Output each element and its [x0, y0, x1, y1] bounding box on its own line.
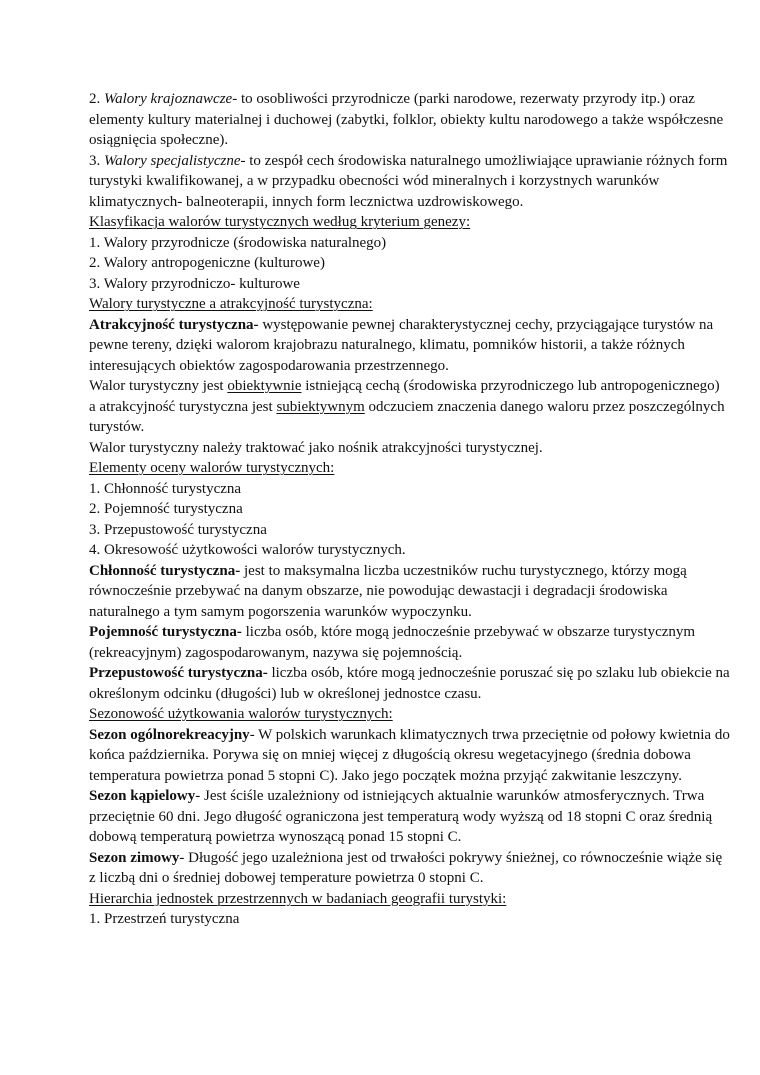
term-pojemnosc: Pojemność turystyczna-	[89, 624, 242, 640]
list-item: 2. Pojemność turystyczna	[89, 501, 243, 517]
term-atrakcyjnosc: Atrakcyjność turystyczna-	[89, 316, 259, 333]
list-item: 1. Walory przyrodnicze (środowiska naturalnego)	[89, 234, 387, 251]
underlined-subiektywnym: subiektywnym	[276, 398, 365, 415]
list-item: 3. Przepustowość turystyczna	[89, 521, 267, 538]
term-walory-specjalistyczne: Walory specjalistyczne	[104, 152, 241, 169]
term-przepustowosc: Przepustowość turystyczna-	[89, 665, 268, 681]
term-sezon-kapielowy: Sezon kąpielowy	[89, 788, 196, 804]
term-walory-krajoznawcze: Walory krajoznawcze	[104, 91, 233, 107]
paragraph-walor-nosnik: Walor turystyczny należy traktować jako nośnik atrakcyjności turystycznej.	[89, 439, 543, 456]
paragraph-walory-specjalistyczne: 3. Walory specjalistyczne- to zespół cech środowiska naturalnego umożliwiające uprawianie różnych form turystyki kwalifikowanej, a w przypadku obecności wód mineralnych i korzystnych warunków klimatycznych- balneoterapii, innych form lecznictwa uzdrowiskowego.	[89, 152, 728, 210]
list-item: 2. Walory antropogeniczne (kulturowe)	[89, 255, 325, 271]
paragraph-chlonnosc: Chłonność turystyczna- jest to maksymalna liczba uczestników ruchu turystycznego, którzy mogą równocześnie przebywać na danym obszarze, nie powodując dewastacji i degradacji środowiska naturalnego a tym samym pogorszenia warunków wypoczynku.	[89, 562, 687, 620]
section-header-hierarchia: Hierarchia jednostek przestrzennych w badaniach geografii turystyki:	[89, 890, 507, 907]
section-header-sezonowosc: Sezonowość użytkowania walorów turystycznych:	[89, 706, 393, 722]
term-sezon-ogolnorekreacyjny: Sezon ogólnorekreacyjny	[89, 726, 250, 743]
term-sezon-zimowy: Sezon zimowy	[89, 849, 180, 866]
underlined-obiektywnie: obiektywnie	[227, 378, 302, 394]
paragraph-walor-obiektywny: Walor turystyczny jest obiektywnie istniejącą cechą (środowiska przyrodniczego lub antropogenicznego) a atrakcyjność turystyczna jest subiektywnym odczuciem znaczenia danego waloru przez poszczególnych turystów.	[89, 378, 725, 435]
paragraph-atrakcyjnosc-definition: Atrakcyjność turystyczna- występowanie pewnej charakterystycznej cechy, przyciągające turystów na pewne tereny, dzięki walorom krajobrazu naturalnego, klimatu, pomników historii, a także różnych interesujących obiektów zagospodarowania przestrzennego.	[89, 316, 714, 374]
section-header-walory-atrakcyjnosc: Walory turystyczne a atrakcyjność turystyczna:	[89, 296, 373, 312]
paragraph-przepustowosc: Przepustowość turystyczna- liczba osób, które mogą jednocześnie poruszać się po szlaku lub obiekcie na określonym odcinku (długości) lub w określonej jednostce czasu.	[89, 665, 730, 702]
list-item: 1. Chłonność turystyczna	[89, 480, 242, 497]
section-header-elementy-oceny: Elementy oceny walorów turystycznych:	[89, 460, 335, 476]
list-item: 1. Przestrzeń turystyczna	[89, 911, 240, 927]
term-chlonnosc: Chłonność turystyczna-	[89, 562, 241, 579]
paragraph-sezon-kapielowy: Sezon kąpielowy- Jest ściśle uzależniony od istniejących aktualnie warunków atmosferycznych. Trwa przeciętnie 60 dni. Jego długość ograniczona jest temperaturą wody wyższą od 18 stopni C oraz średnią dobową temperaturą powietrza wynoszącą ponad 15 stopni C.	[89, 788, 713, 845]
paragraph-sezon-ogolnorekreacyjny: Sezon ogólnorekreacyjny- W polskich warunkach klimatycznych trwa przeciętnie od połowy kwietnia do końca października. Porywa się on mniej więcej z długością okresu wegetacyjnego (średnia dobowa temperatura powietrza ponad 5 stopni C). Jako jego początek można przyjąć zakwitanie leszczyny.	[89, 726, 730, 784]
paragraph-walory-krajoznawcze: 2. Walory krajoznawcze- to osobliwości przyrodnicze (parki narodowe, rezerwaty przyrody itp.) oraz elementy kultury materialnej i duchowej (zabytki, folklor, obiekty kultu narodowego a także współczesne osiągnięcia społeczne).	[89, 91, 724, 148]
list-item: 3. Walory przyrodniczo- kulturowe	[89, 275, 300, 292]
paragraph-sezon-zimowy: Sezon zimowy- Długość jego uzależniona jest od trwałości pokrywy śnieżnej, co równocześnie wiąże się z liczbą dni o średniej dobowej temperature powietrza 0 stopni C.	[89, 849, 723, 886]
list-item: 4. Okresowość użytkowości walorów turystycznych.	[89, 542, 406, 558]
paragraph-pojemnosc: Pojemność turystyczna- liczba osób, które mogą jednocześnie przebywać w obszarze turystycznym (rekreacyjnym) zagospodarowanym, nazywa się pojemnością.	[89, 624, 696, 661]
section-header-klasyfikacja: Klasyfikacja walorów turystycznych według kryterium genezy:	[89, 214, 471, 230]
